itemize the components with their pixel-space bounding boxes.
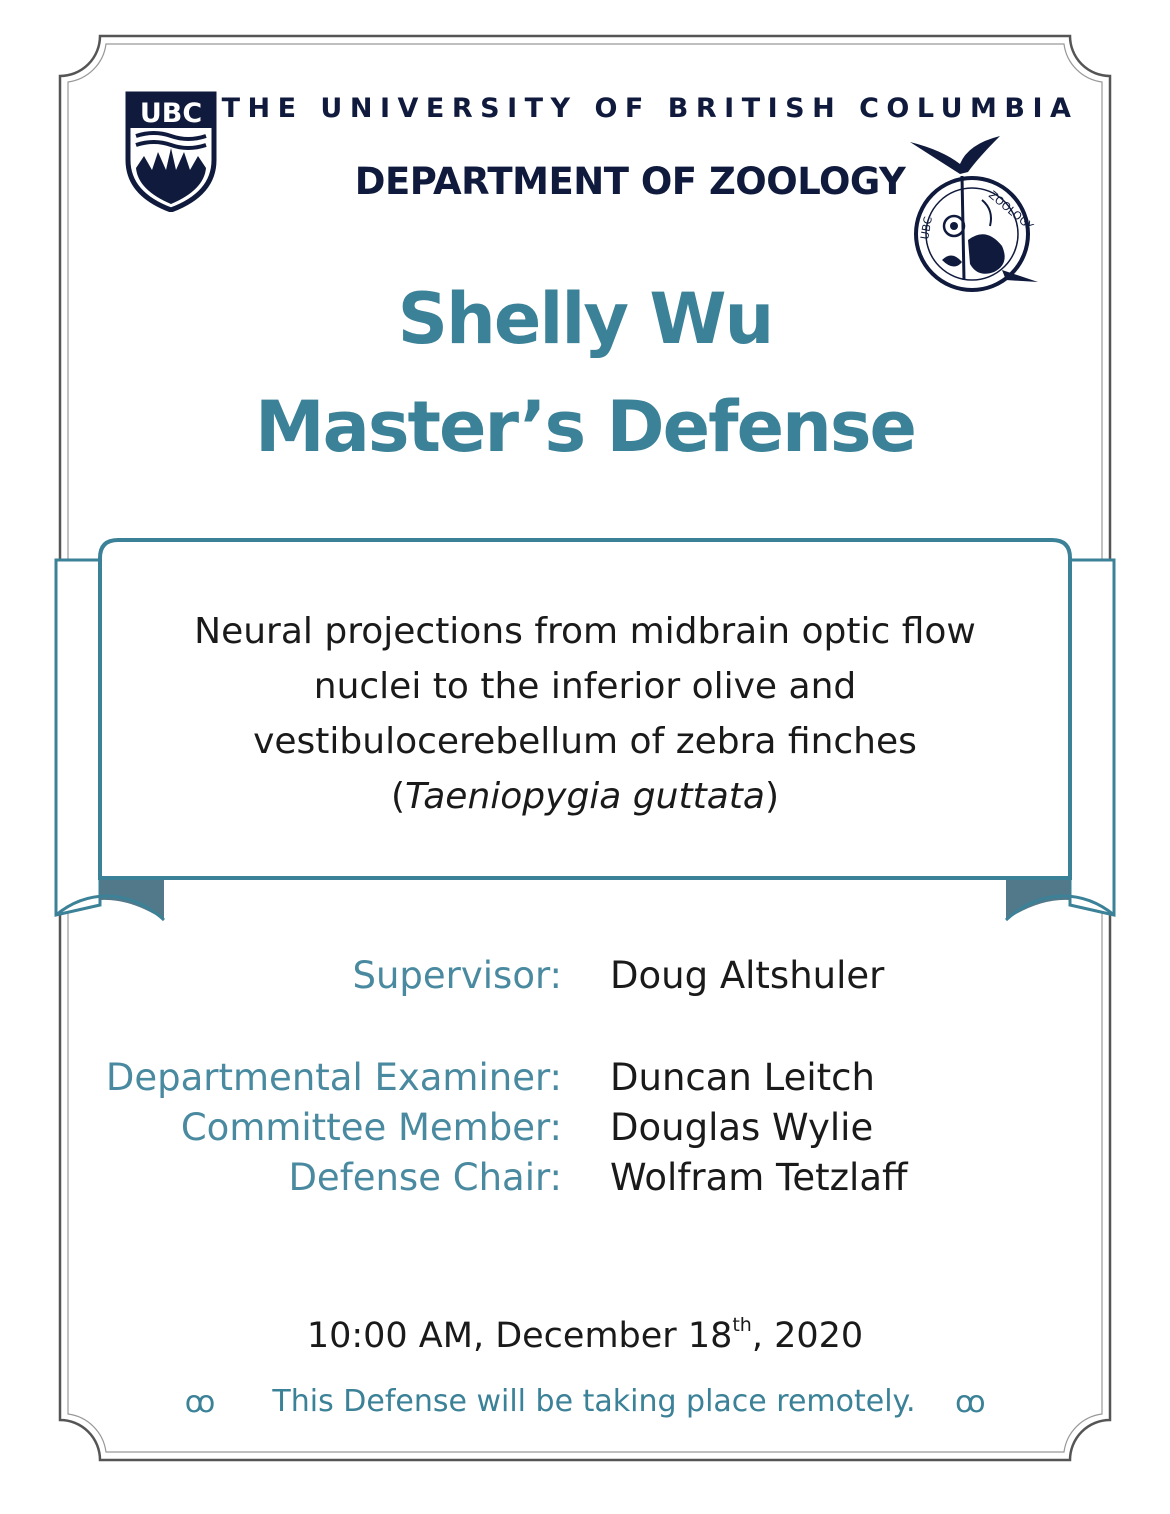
department-name: DEPARTMENT OF ZOOLOGY <box>354 160 906 203</box>
flourish-left-icon: ꝏ <box>184 1385 216 1420</box>
defense-chair-label: Defense Chair: <box>288 1156 562 1199</box>
examiner-label: Departmental Examiner: <box>105 1056 562 1099</box>
committee-member-name: Douglas Wylie <box>610 1106 874 1149</box>
defense-chair-name: Wolfram Tetzlaff <box>610 1156 908 1199</box>
supervisor-label: Supervisor: <box>352 954 562 997</box>
committee-member-label: Committee Member: <box>180 1106 562 1149</box>
date-prefix: 10:00 AM, December 18 <box>306 1316 733 1356</box>
seal-text-left: UBC <box>918 215 935 241</box>
supervisor-name: Doug Altshuler <box>610 954 885 997</box>
banner-tail-left <box>56 560 100 915</box>
date-ordinal: th <box>732 1314 752 1336</box>
event-title: Master’s Defense <box>254 386 916 468</box>
thesis-title-end: ) <box>764 776 779 817</box>
flourish-right-icon: ꝏ <box>954 1385 986 1420</box>
examiner-name: Duncan Leitch <box>610 1056 875 1099</box>
thesis-title-main: Neural projections from midbrain optic flow nuclei to the inferior olive and vestibulocerebellum of zebra finches ( <box>194 611 976 817</box>
candidate-name: Shelly Wu <box>397 278 773 360</box>
remote-note: This Defense will be taking place remotely. <box>272 1384 916 1419</box>
university-name: THE UNIVERSITY OF BRITISH COLUMBIA <box>221 93 1079 124</box>
date-suffix: , 2020 <box>751 1316 864 1356</box>
remote-note-line <box>0 1384 1170 1420</box>
ubc-logo-text: UBC <box>139 98 203 129</box>
thesis-species: Taeniopygia guttata <box>405 776 765 817</box>
date-time <box>0 1316 1170 1356</box>
thesis-title <box>190 604 980 824</box>
zoology-seal <box>902 130 1044 302</box>
banner-tail-right <box>1070 560 1114 915</box>
seal-text-top: ZOOLOGY <box>986 188 1036 233</box>
